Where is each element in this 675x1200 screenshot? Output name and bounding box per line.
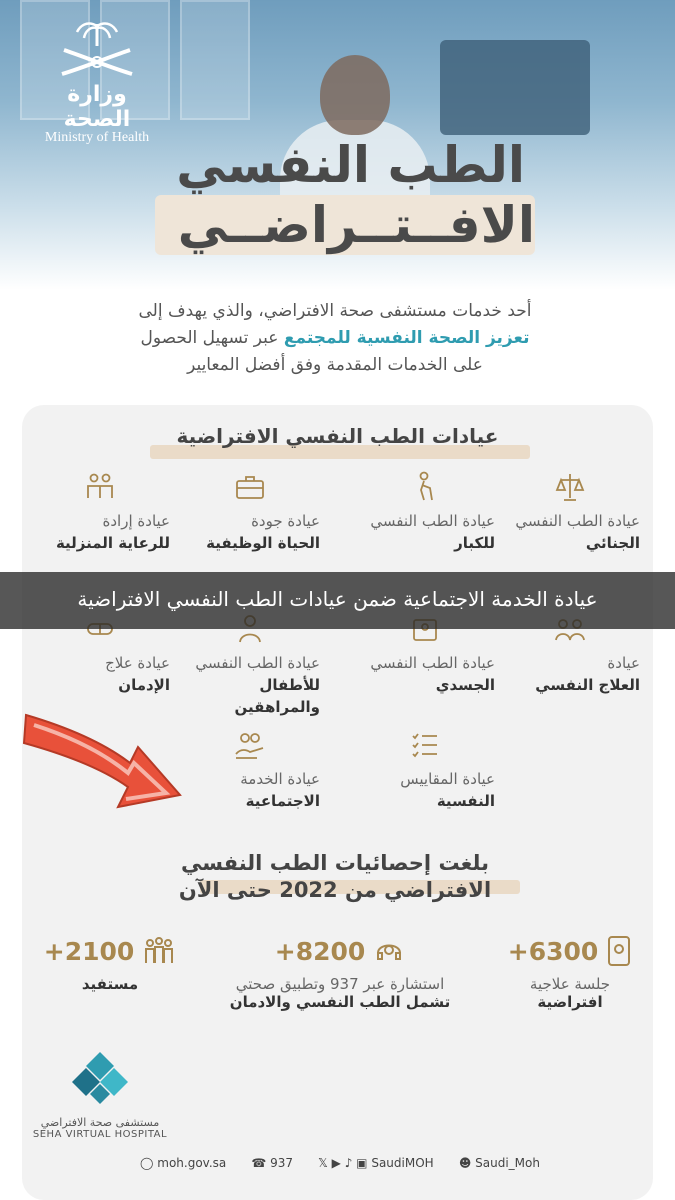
clinic-specialty: للرعاية المنزلية xyxy=(55,534,170,552)
stat-value: 6300+ xyxy=(507,936,599,966)
clinic-specialty: الجسدي xyxy=(435,676,495,694)
family-icon xyxy=(83,470,117,504)
stat-desc-bold: مستفيد xyxy=(81,975,139,993)
footer-snapchat[interactable]: ☻ Saudi_Moh xyxy=(458,1156,540,1170)
stats-title-line-2: الافتراضي من 2022 حتى الآن xyxy=(178,878,492,902)
briefcase-icon xyxy=(233,470,267,504)
phone-session-icon xyxy=(606,935,632,967)
phone-text[interactable]: 937 xyxy=(270,1156,294,1170)
footer-phone[interactable]: ☎ 937 xyxy=(251,1156,294,1170)
website-text[interactable]: moh.gov.sa xyxy=(157,1156,227,1170)
seha-emblem-icon xyxy=(70,1050,130,1106)
footer-contacts xyxy=(140,1150,540,1176)
caption-text: عيادة الخدمة الاجتماعية ضمن عيادات الطب النفسي الافتراضية xyxy=(77,587,598,611)
stat-value: 8200+ xyxy=(274,936,366,966)
clinic-item xyxy=(30,470,170,554)
intro-line-3: على الخدمات المقدمة وفق أفضل المعايير xyxy=(187,355,483,375)
clinic-label: عيادة الطب النفسي xyxy=(370,512,495,530)
stats-section-title xyxy=(150,850,520,904)
footer-social[interactable]: 𝕏 ▶ ♪ ▣ SaudiMOH xyxy=(318,1156,434,1170)
intro-line-2 xyxy=(70,325,600,352)
clinic-specialty: الجنائي xyxy=(585,534,640,552)
stat-beneficiaries xyxy=(30,935,190,993)
stat-consultations xyxy=(195,935,485,1011)
clinic-item xyxy=(355,728,495,812)
intro-paragraph xyxy=(70,298,600,379)
intro-line-2-rest: عبر تسهيل الحصول xyxy=(140,328,284,348)
intro-line-1: أحد خدمات مستشفى صحة الافتراضي، والذي يهدف إلى xyxy=(138,301,532,321)
ministry-name-ar: وزارة الصحة xyxy=(63,82,131,132)
stat-value: 2100+ xyxy=(43,936,135,966)
footer-website[interactable]: ◯ moh.gov.sa xyxy=(140,1156,227,1170)
clinic-specialty: الحياة الوظيفية xyxy=(206,534,320,552)
clinic-specialty: الاجتماعية xyxy=(245,792,320,810)
headset-icon xyxy=(373,935,405,967)
page-subtitle: الافــتــراضــي xyxy=(177,196,535,254)
social-handle-text[interactable]: SaudiMOH xyxy=(371,1156,434,1170)
stat-desc-bold: تشمل الطب النفسي والادمان xyxy=(229,993,451,1011)
background-window xyxy=(180,0,250,120)
checklist-icon xyxy=(408,728,442,762)
clinic-specialty: للكبار xyxy=(454,534,495,552)
stats-title-line-1: بلغت إحصائيات الطب النفسي xyxy=(181,851,489,875)
palm-swords-emblem-icon xyxy=(52,18,142,80)
ministry-name-en: Ministry of Health xyxy=(44,130,150,145)
elderly-icon xyxy=(408,470,442,504)
scales-icon xyxy=(553,470,587,504)
social-care-icon xyxy=(233,728,267,762)
clinic-item xyxy=(180,470,320,554)
people-icon xyxy=(142,935,176,967)
clinic-specialty: العلاج النفسي xyxy=(535,676,640,694)
stat-sessions xyxy=(490,935,650,1011)
clinic-specialty: النفسية xyxy=(436,792,495,810)
stat-value-row xyxy=(195,935,485,967)
stat-desc: جلسة علاجية xyxy=(529,975,611,993)
stat-value-row xyxy=(30,935,190,967)
stat-value-row xyxy=(490,935,650,967)
clinic-item xyxy=(500,470,640,554)
page-title: الطب النفسي xyxy=(176,136,525,194)
seha-logo xyxy=(30,1050,170,1140)
background-monitor xyxy=(440,40,590,135)
clinic-item xyxy=(180,728,320,812)
clinic-specialty: للأطفال والمراهقين xyxy=(234,676,320,716)
ministry-logo xyxy=(32,18,162,146)
clinic-specialty: الإدمان xyxy=(118,676,170,694)
clinic-label: عيادة الطب النفسي xyxy=(195,654,320,672)
background-person-head xyxy=(320,55,390,135)
seha-name-en: SEHA VIRTUAL HOSPITAL xyxy=(32,1129,168,1140)
clinic-label: عيادة الطب النفسي xyxy=(515,512,640,530)
clinic-label: عيادة علاج xyxy=(105,654,170,672)
stat-desc: استشارة عبر 937 وتطبيق صحتي xyxy=(235,975,445,993)
pointer-arrow-icon xyxy=(20,695,190,815)
clinic-label: عيادة المقاييس xyxy=(400,770,495,788)
clinic-label: عيادة إرادة xyxy=(102,512,170,530)
seha-name-ar: مستشفى صحة الافتراضي xyxy=(40,1116,160,1129)
clinic-label: عيادة xyxy=(607,654,640,672)
stat-desc-bold: افتراضية xyxy=(537,993,603,1011)
snapchat-text[interactable]: Saudi_Moh xyxy=(475,1156,540,1170)
clinic-label: عيادة الطب النفسي xyxy=(370,654,495,672)
clinic-label: عيادة جودة xyxy=(251,512,320,530)
clinic-label: عيادة الخدمة xyxy=(240,770,320,788)
intro-highlight: تعزيز الصحة النفسية للمجتمع xyxy=(283,328,530,348)
clinic-item xyxy=(355,470,495,554)
clinics-section-title: عيادات الطب النفسي الافتراضية xyxy=(176,424,499,448)
